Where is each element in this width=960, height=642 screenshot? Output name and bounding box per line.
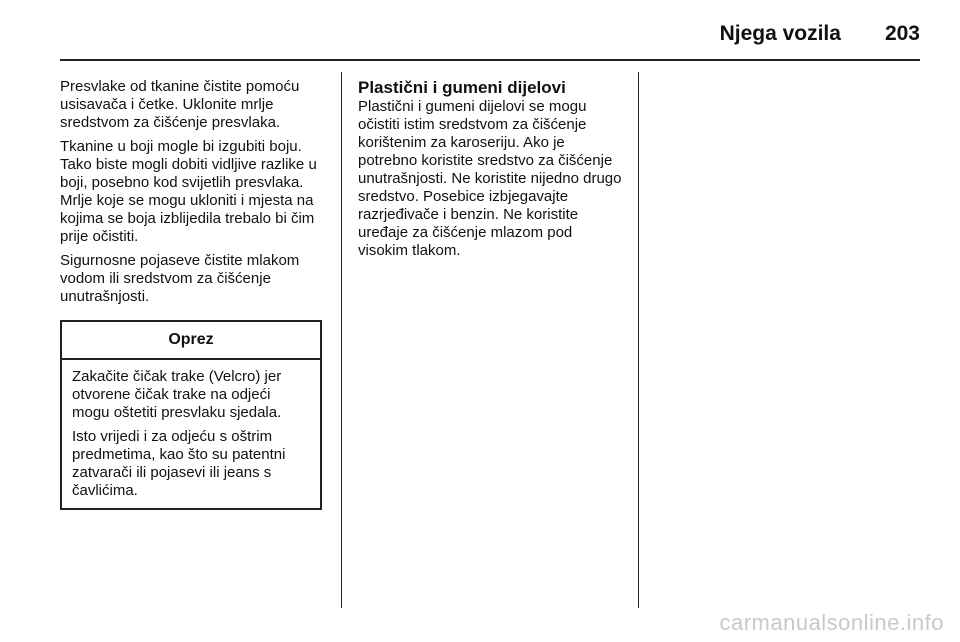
middle-column (358, 78, 626, 266)
caution-title: Oprez (62, 322, 320, 360)
paragraph-colored-fabric: Tkanine u boji mogle bi izgubiti boju. Tako biste mogli dobiti vidljive razlike u boji, posebno kod svijetlih presvlaka. Mrlje koje se mogu ukloniti i mjesta na kojima se boja izblijedila trebalo bi čim prije očistiti. (60, 138, 317, 245)
caution-body (62, 360, 320, 508)
caution-paragraph-sharp-objects: Isto vrijedi i za odjeću s oštrim predmetima, kao što su patentni zatvarači ili pojasevi ili jeans s čavlićima. (72, 428, 286, 499)
caution-paragraph-velcro: Zakačite čičak trake (Velcro) jer otvorene čičak trake na odjeći mogu oštetiti presvlaku sjedala. (72, 368, 282, 421)
header-rule (60, 59, 920, 61)
column-divider-left (341, 72, 342, 608)
paragraph-upholstery: Presvlake od tkanine čistite pomoću usisavača i četke. Uklonite mrlje sredstvom za čišćenje presvlaka. (60, 78, 300, 131)
caution-box (60, 320, 322, 510)
page-header (60, 14, 920, 54)
paragraph-plastic-rubber: Plastični i gumeni dijelovi se mogu očistiti istim sredstvom za čišćenje korištenim za karoseriju. Ako je potrebno koristite sredstvo za čišćenje unutrašnjosti. Ne koristite nijedno drugo sredstvo. Posebice izbjegavajte razrjeđivače i benzin. Ne koristite uređaje za čišćenje mlazom pod visokim tlakom. (358, 98, 622, 259)
section-heading-plastic-rubber: Plastični i gumeni dijelovi (358, 78, 566, 97)
page-number: 203 (884, 22, 920, 45)
left-column (60, 78, 325, 510)
column-divider-right (638, 72, 639, 608)
paragraph-seat-belts: Sigurnosne pojaseve čistite mlakom vodom ili sredstvom za čišćenje unutrašnjosti. (60, 252, 300, 305)
watermark: carmanualsonline.info (719, 610, 944, 635)
section-title: Njega vozila (719, 22, 841, 45)
